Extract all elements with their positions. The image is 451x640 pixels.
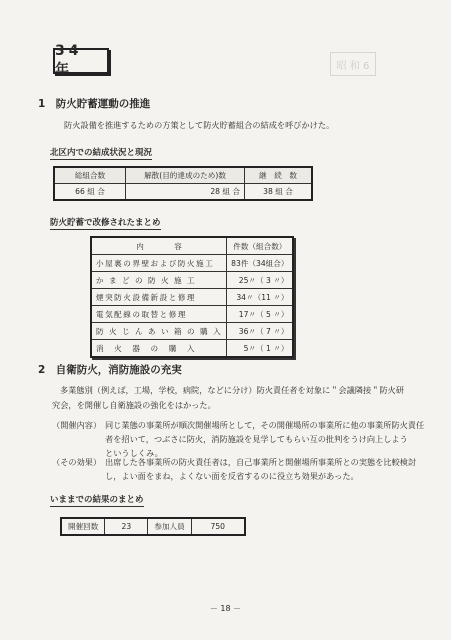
table-cell: 83件（34組合） [227,255,294,272]
section1-body: 防火設備を推進するための方策として防火貯蓄組合の結成を呼びかけた。 [64,120,335,130]
table-row [91,255,293,272]
table-cell: 38 組 合 [245,184,313,201]
table-header-row [54,167,312,184]
item1-line: 同じ業態の事業所が順次開催場所として，その開催場所の事業所に他の事業所防火責任 [105,420,425,430]
table-cell: 防 火 じ ん あ い 箱 の 購 入 [91,323,227,340]
table-row [61,518,245,535]
item1-line: 者を招いて，つぶさに防火，消防施設を見学してもらい互の批判をうけ向上しよう [105,434,408,444]
item2-line: 出席した各事業所の防火責任者は，自己事業所と開催場所事業所との実態を比較検討 [105,457,417,467]
table-header-row [91,237,293,255]
table-header-cell: 総組合数 [54,167,126,184]
table-cell: 参加人員 [148,518,191,535]
table-header-cell: 内 容 [91,237,227,255]
section1-sub1: 北区内での結成状況と現況 [50,148,153,158]
table-cell: か ま ど の 防 火 施 工 [91,272,227,289]
table-cell: 5〃（ 1 〃） [227,340,294,358]
item2-line: し，よい面をまね，よくない面を反省するのに役立ち効果があった。 [105,471,359,481]
year-heading: 34 年 [53,48,109,74]
section1-title: 1 防火貯蓄運動の推進 [38,98,151,110]
section2-sub: いままでの結果のまとめ [50,495,144,505]
table-row [91,340,293,358]
table-cell: 消 火 器 の 購 入 [91,340,227,358]
table-cell: 28 組 合 [126,184,245,201]
table-header-cell: 解散(目的達成のため)数 [126,167,245,184]
section2-line: 多業態別（例えば，工場，学校，病院，などに分け）防火責任者を対象に＂会議隣接＂防火研 [60,385,404,395]
table-cell: 34〃（11 〃） [227,289,294,306]
table-cell: 25〃（ 3 〃） [227,272,294,289]
table-row [91,306,293,323]
table-header-cell: 継 続 数 [245,167,313,184]
results-table [60,517,246,536]
table-cell: 23 [105,518,148,535]
table-cell: 小屋裏の界壁および防火施工 [91,255,227,272]
table-row [91,272,293,289]
table-cell: 17〃（ 5 〃） [227,306,294,323]
table-cell: 開催回数 [61,518,105,535]
table-header-cell: 件数（組合数） [227,237,294,255]
table-row [91,323,293,340]
table-cell: 煙突防火設備新設と修理 [91,289,227,306]
section2-line: 究会，を開催し自衛施設の強化をはかった。 [52,400,216,410]
table-cell: 66 組 合 [54,184,126,201]
repair-summary-table [90,236,294,358]
table-cell: 電気配線の取替と修理 [91,306,227,323]
union-status-table [53,166,313,201]
item1-label: （開催内容） [52,420,102,430]
table-row [54,184,312,201]
page-number: － 18 － [209,604,242,613]
table-cell: 36〃（ 7 〃） [227,323,294,340]
item2-label: （その効果） [52,457,102,467]
section2-title: 2 自衛防火，消防施設の充実 [38,364,182,376]
ghost-label: 昭 和 6 [330,52,376,76]
table-row [91,289,293,306]
section1-sub2: 防火貯蓄で改修されたまとめ [50,218,161,228]
table-cell: 750 [191,518,245,535]
item1-line: というしくみ。 [105,448,163,458]
